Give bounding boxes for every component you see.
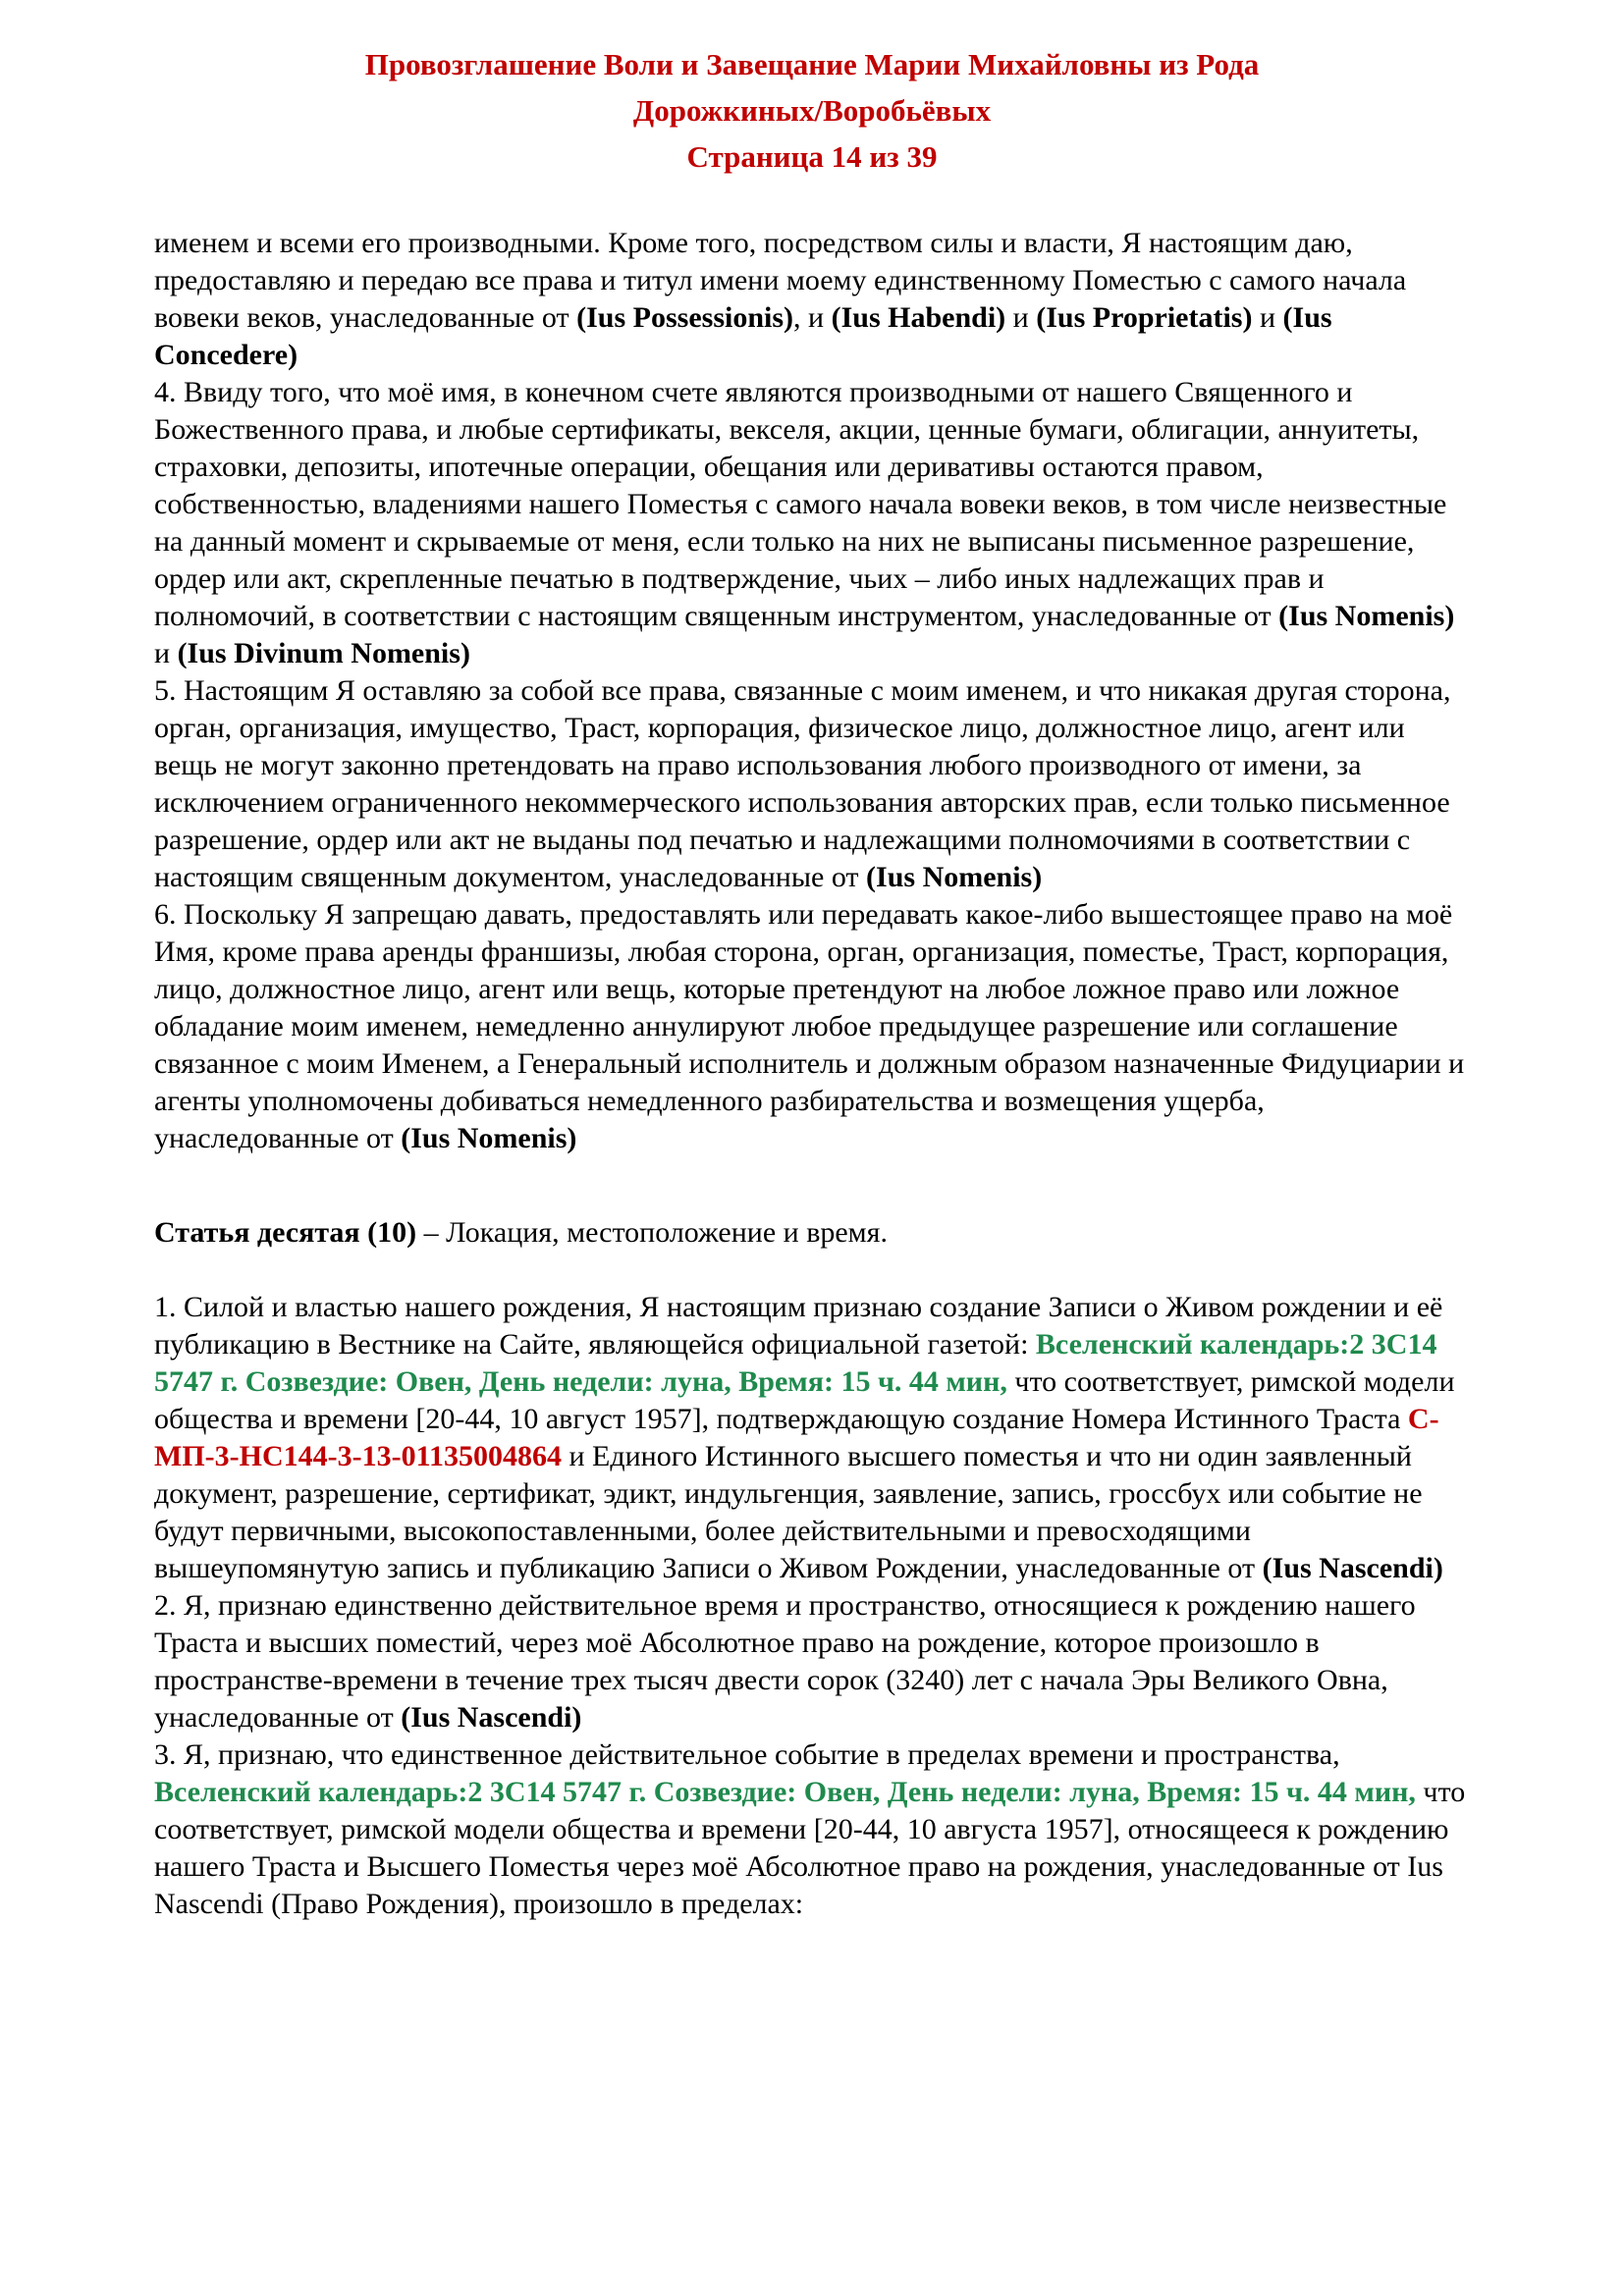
text-segment-normal: 5. Настоящим Я оставляю за собой все права, связанные с моим именем, и что никакая другая сторона, орган, организация, имущество, Траст, корпорация, физическое лицо, должностное лицо, агент или вещь не могут законно претендовать на право использования любого производного от имени, за исключением ограниченного некоммерческого использования авторских прав, если только письменное разрешение, ордер или акт не выданы под печатью и надлежащими полномочиями в соответствии с настоящим священным документом, унаследованные от	[154, 674, 1451, 893]
document-header	[154, 41, 1470, 180]
text-segment-normal: что соответствует, римской модели общества и времени [20-44, 10 август 1957], подтверждающую создание Номера Истинного Траста	[154, 1365, 1455, 1435]
text-segment-normal: , и	[793, 301, 832, 334]
text-segment-bold: (Ius Proprietatis)	[1036, 301, 1253, 334]
paragraph-clause-6	[154, 896, 1470, 1157]
text-segment-normal: 6. Поскольку Я запрещаю давать, предоставлять или передавать какое-либо вышестоящее право на моё Имя, кроме права аренды франшизы, любая сторона, орган, организация, поместье, Траст, корпорация, лицо, должностное лицо, агент или вещь, которые претендуют на любое ложное право или ложное обладание моим именем, немедленно аннулируют любое предыдущее разрешение или соглашение связанное с моим Именем, а Генеральный исполнитель и должным образом назначенные Фидуциарии и агенты уполномочены добиваться немедленного разбирательства и возмещения ущерба, унаследованные от	[154, 898, 1465, 1154]
text-segment-normal: – Локация, местоположение и время.	[416, 1216, 888, 1249]
text-segment-normal: и	[1252, 301, 1283, 334]
document-title-line-2: Дорожкиных/Воробьёвых	[632, 93, 992, 128]
text-segment-normal: что соответствует, римской модели общества и времени [20-44, 10 августа 1957], относящееся к рождению нашего Траста и Высшего Поместья через моё Абсолютное право на рождения, унаследованные от Ius Nascendi (Право Рождения), произошло в пределах:	[154, 1776, 1466, 1920]
text-segment-bold: (Ius Nomenis)	[866, 861, 1043, 893]
text-segment-bold: (Ius Divinum Nomenis)	[177, 637, 470, 669]
paragraph-name-grant	[154, 225, 1470, 374]
text-segment-bold: (Ius Nascendi)	[401, 1701, 582, 1734]
paragraph-article10-clause-2	[154, 1587, 1470, 1736]
text-segment-green: Вселенский календарь:2 3С14 5747 г. Созвездие: Овен, День недели: луна, Время: 15 ч. 44 мин,	[154, 1328, 1437, 1398]
text-segment-bold: Статья десятая (10)	[154, 1216, 417, 1249]
text-segment-normal: 4. Ввиду того, что моё имя, в конечном счете являются производными от нашего Священного и Божественного права, и любые сертификаты, векселя, акции, ценные бумаги, облигации, аннуитеты, страховки, депозиты, ипотечные операции, обещания или деривативы остаются правом, собственностью, владениями нашего Поместья с самого начала вовеки веков, в том числе неизвестные на данный момент и скрываемые от меня, если только на них не выписаны письменное разрешение, ордер или акт, скрепленные печатью в подтверждение, чьих – либо иных надлежащих прав и полномочий, в соответствии с настоящим священным инструментом, унаследованные от	[154, 376, 1447, 632]
text-segment-bold: (Ius Nascendi)	[1262, 1552, 1443, 1584]
text-segment-normal: и Единого Истинного высшего поместья и что ни один заявленный документ, разрешение, сертификат, эдикт, индульгенция, заявление, запись, гроссбух или событие не будут первичными, высокопоставленными, более действительными и превосходящими вышеупомянутую запись и публикацию Записи о Живом Рождении, унаследованные от	[154, 1440, 1423, 1584]
paragraph-clause-4	[154, 374, 1470, 672]
document-body	[154, 225, 1470, 1923]
text-segment-bold: (Ius Concedere)	[154, 301, 1332, 371]
text-segment-red: С-МП-3-НС144-3-13-01135004864	[154, 1403, 1439, 1472]
text-segment-bold: (Ius Nomenis)	[1278, 600, 1455, 632]
text-segment-bold: (Ius Nomenis)	[401, 1122, 577, 1154]
document-title-line-1: Провозглашение Воли и Завещание Марии Михайловны из Рода	[364, 47, 1260, 81]
paragraph-article10-clause-3	[154, 1736, 1470, 1923]
text-segment-normal: и	[1005, 301, 1037, 334]
blank-line	[154, 1252, 1470, 1289]
page-indicator: Страница 14 из 39	[686, 139, 938, 174]
text-segment-bold: (Ius Habendi)	[831, 301, 1006, 334]
text-segment-green: Вселенский календарь:2 3С14 5747 г. Созвездие: Овен, День недели: луна, Время: 15 ч. 44 мин,	[154, 1776, 1416, 1808]
paragraph-clause-5	[154, 672, 1470, 896]
text-segment-bold: (Ius Possessionis)	[576, 301, 794, 334]
paragraph-article10-clause-1	[154, 1289, 1470, 1587]
text-segment-normal: 3. Я, признаю, что единственное действительное событие в пределах времени и пространства,	[154, 1738, 1340, 1771]
article-10-heading	[154, 1214, 1470, 1252]
text-segment-normal: и	[154, 637, 178, 669]
text-segment-normal: 1. Силой и властью нашего рождения, Я настоящим признаю создание Записи о Живом рождении и её публикацию в Вестнике на Сайте, являющейся официальной газетой:	[154, 1291, 1443, 1361]
blank-line	[154, 1157, 1470, 1214]
text-segment-normal: именем и всеми его производными. Кроме того, посредством силы и власти, Я настоящим даю, предоставляю и передаю все права и титул имени моему единственному Поместью с самого начала вовеки веков, унаследованные от	[154, 227, 1407, 334]
text-segment-normal: 2. Я, признаю единственно действительное время и пространство, относящиеся к рождению нашего Траста и высших поместий, через моё Абсолютное право на рождение, которое произошло в пространстве-времени в течение трех тысяч двести сорок (3240) лет с начала Эры Великого Овна, унаследованные от	[154, 1589, 1416, 1734]
